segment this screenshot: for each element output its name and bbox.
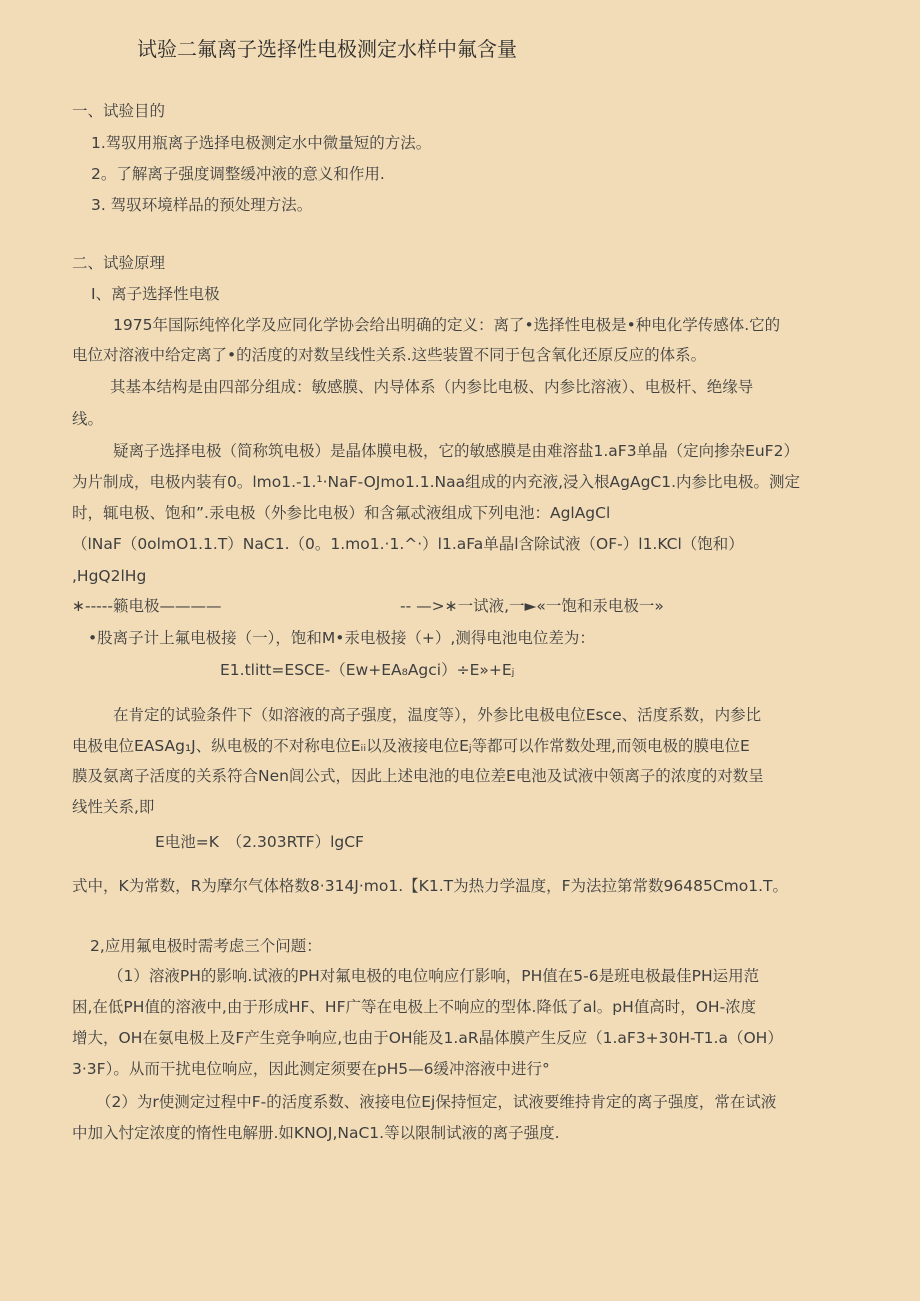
paragraph-line: 时，辄电极、饱和”.汞电极（外参比电极）和含氟忒液组成下列电池：AglAgCl [72, 504, 611, 522]
paragraph-line: 困,在低PH值的溶液中,由于形成HF、HF广等在电极上不响应的型体.降低了al。pH值高时，OH-浓度 [72, 998, 757, 1016]
paragraph-line: 1975年国际纯悴化学及应同化学协会给出明确的定义：离了•选择性电极是•种电化学传感体.它的 [113, 316, 781, 334]
paragraph-line: 3·3F）。从而干扰电位响应，因此测定须要在pH5—6缓冲溶液中进行° [72, 1060, 550, 1078]
paragraph-line: 增大，OH在氨电极上及F产生竞争响应,也由于OH能及1.aR晶体膜产生反应（1.aF3+30H-T1.a（OH） [72, 1029, 783, 1047]
paragraph-line: 式中，K为常数，R为摩尔气体格数8·314J·mo1.【K1.T为热力学温度，F为法拉第常数96485Cmo1.T。 [72, 877, 788, 895]
formula-cell-potential: E1.tlitt=ESCE-（Ew+EA₈Agci）÷E»+Eⱼ [220, 661, 515, 679]
section-heading-principle: 二、试验原理 [72, 254, 166, 272]
paragraph-line: 在肯定的试验条件下（如溶液的高子强度，温度等），外参比电极电位Esce、活度系数，内参比 [113, 706, 762, 724]
purpose-item: 1.驾驭用瓶离子选择电极测定水中微量短的方法。 [91, 134, 432, 152]
paragraph-line: ,HgQ2lHg [72, 567, 147, 585]
paragraph-line: 线性关系,即 [72, 798, 155, 816]
paragraph-line: 中加入忖定浓度的惰性电解册.如KNOJ,NaC1.等以限制试液的离子强度. [72, 1124, 560, 1142]
paragraph-line: 其基本结构是由四部分组成：敏感膜、内导体系（内参比电极、内参比溶液）、电极杆、绝缘导 [110, 378, 754, 396]
paragraph-line: 线。 [72, 410, 104, 428]
paragraph-line: 为片制成，电极内装有0。lmo1.-1.¹·NaF-OJmo1.1.Naa组成的内充液,浸入根AgAgC1.内参比电极。测定 [72, 473, 801, 491]
cell-label-left: ∗-----籁电极———— [72, 597, 222, 615]
subsection-heading: 2,应用氟电极时需考虑三个问题： [90, 937, 322, 955]
document-title: 试验二氟离子选择性电极测定水样中氟含量 [137, 37, 517, 61]
paragraph-line: 电位对溶液中给定离了•的活度的对数呈线性关系.这些装置不同于包含氧化还原反应的体系。 [72, 346, 707, 364]
purpose-item: 2。了解离子强度调整缓冲液的意义和作用. [91, 165, 385, 183]
paragraph-line: （1）溶液PH的影响.试液的PH对氟电极的电位响应仃影响，PH值在5-6是班电极最佳PH运用范 [108, 967, 760, 985]
paragraph-line: 疑离子选择电极（简称筑电极）是晶体膜电极，它的敏感膜是由难溶盐1.aF3单晶（定向掺杂EuF2） [113, 442, 799, 460]
paragraph-line: （2）为r使测定过程中F-的活度系数、液接电位Ej保持恒定，试液要维持肯定的离子强度，常在试液 [96, 1093, 777, 1111]
subsection-heading: I、离子选择性电极 [91, 285, 220, 303]
paragraph-line: （lNaF（0olmO1.1.T）NaC1.（0。1.mo1.·1.^·）l1.aFa单晶l含除试液（OF-）l1.KCl（饱和） [72, 535, 744, 553]
paragraph-line: •股离子计上氟电极接（一），饱和M•汞电极接（+）,测得电池电位差为： [88, 629, 595, 647]
paragraph-line: 电极电位EASAg₁J、纵电极的不对称电位Eᵢᵢ以及液接电位Eⱼ等都可以作常数处理,而领电极的膜电位E [72, 737, 750, 755]
paragraph-line: 膜及氨离子活度的关系符合Nen闾公式，因此上述电池的电位差E电池及试液中领离子的浓度的对数呈 [72, 767, 764, 785]
cell-label-right: -- —>∗一试液,一►«一饱和汞电极一» [400, 597, 664, 615]
section-heading-purpose: 一、试验目的 [72, 102, 166, 120]
purpose-item: 3. 驾驭环境样品的预处理方法。 [91, 196, 313, 214]
formula-nernst: E电池=K （2.303RTF）lgCF [155, 833, 364, 851]
